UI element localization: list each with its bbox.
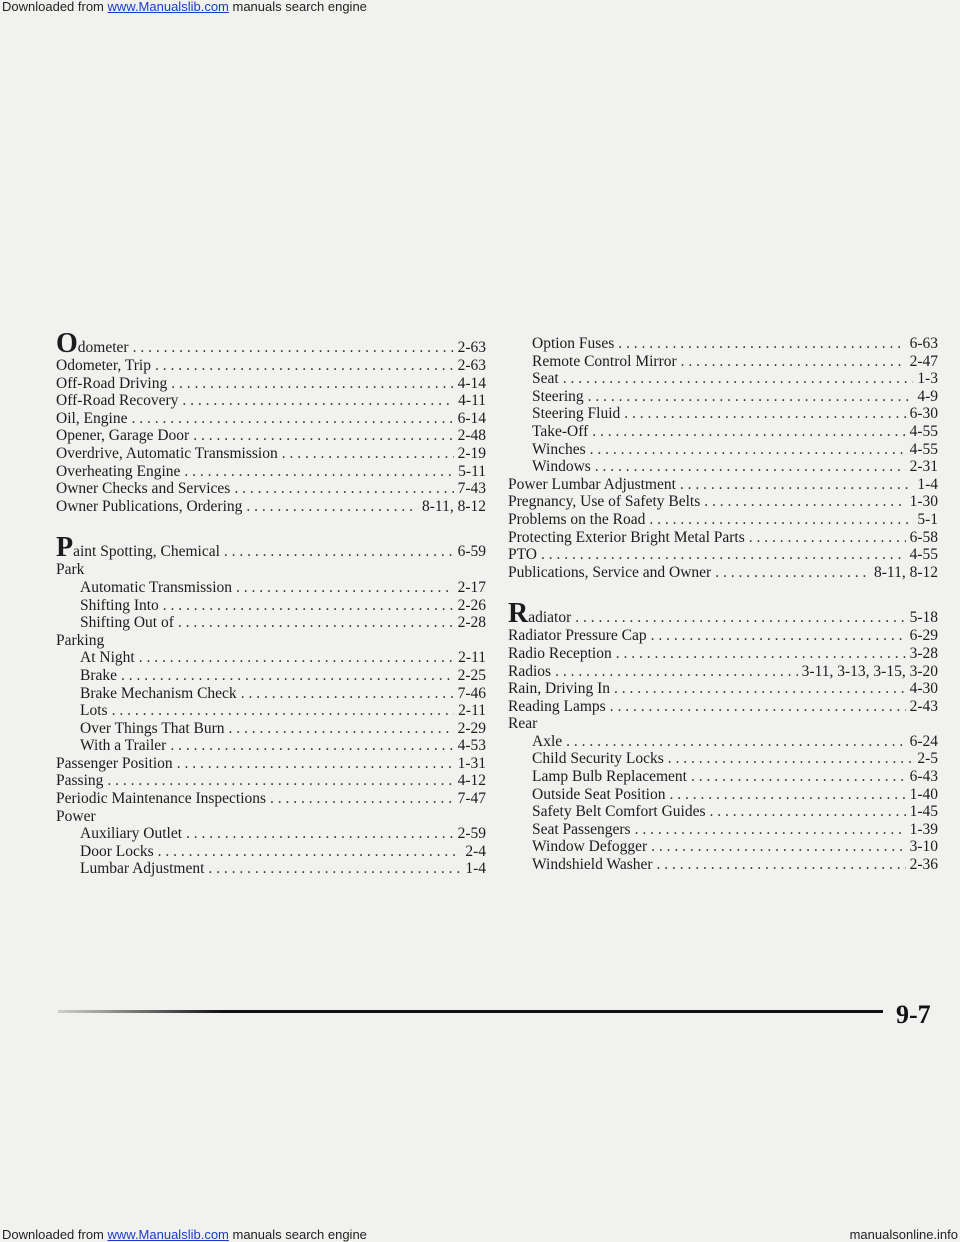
index-page-ref: 6-58: [909, 528, 938, 546]
index-entry-label: Odometer, Trip: [56, 357, 151, 374]
index-entry-label: Oil, Engine: [56, 409, 128, 427]
manualslib-footer-link[interactable]: www.Manualslib.com: [107, 1227, 229, 1242]
p-mid-entries: [56, 755, 486, 808]
index-entry-label: Opener, Garage Door: [56, 427, 190, 445]
index-entry-label: Lumbar Adjustment: [80, 860, 205, 878]
index-entry-label: Passing: [56, 772, 104, 790]
index-page-ref: 2-17: [457, 578, 486, 596]
download-footer: [0, 1228, 960, 1242]
index-entry-label: Problems on the Road: [508, 510, 646, 528]
index-page-ref: 7-46: [457, 684, 486, 702]
index-entry: [508, 733, 938, 751]
index-page-ref: 8-11, 8-12: [874, 563, 938, 581]
manualsonline-watermark: manualsonline.info: [849, 1227, 958, 1242]
index-page-ref: 4-55: [909, 546, 938, 564]
index-page-ref: 2-63: [457, 339, 486, 356]
section-letter-p: P: [56, 532, 74, 564]
index-entry-label: Shifting Into: [80, 596, 159, 614]
index-page-ref: 1-30: [909, 493, 938, 511]
index-entry-label: Periodic Maintenance Inspections: [56, 790, 267, 808]
index-page-ref: 4-53: [457, 737, 486, 755]
index-entry-label: Off-Road Recovery: [56, 392, 179, 410]
index-entry: [508, 388, 938, 406]
index-page-ref: 1-45: [909, 803, 938, 821]
index-left-column: [56, 328, 486, 878]
index-entry-label: Owner Publications, Ordering: [56, 497, 243, 515]
index-page-ref: 1-4: [917, 475, 938, 493]
index-entry-label: Safety Belt Comfort Guides: [532, 803, 706, 821]
index-page-ref: 3-10: [909, 838, 938, 856]
index-page-ref: 2-48: [457, 427, 486, 445]
index-entry-label: Lots: [80, 702, 108, 720]
header-prefix: Downloaded from: [2, 0, 108, 14]
index-page-ref: 6-63: [909, 335, 938, 352]
index-page-ref: 2-11: [458, 649, 486, 667]
parking-entries: [56, 649, 486, 755]
index-entry: [508, 698, 938, 716]
index-page-ref: 3-28: [909, 644, 938, 662]
index-entry-label: Rain, Driving In: [508, 680, 611, 698]
index-entry-paint-spotting: Paint Spotting, Chemical . . . 6-59: [56, 539, 486, 561]
index-page-ref: 5-11: [458, 462, 486, 480]
index-entry-label: Overheating Engine: [56, 462, 181, 480]
index-entry: [56, 755, 486, 773]
index-entry-label: Passenger Position: [56, 754, 173, 772]
index-entry: [508, 370, 938, 388]
index-entry-odometer: Odometer . . . 2-63: [56, 335, 486, 357]
page-number: 9-7: [896, 1000, 931, 1029]
index-entry: [508, 786, 938, 804]
index-entry-label: Lamp Bulb Replacement: [532, 768, 687, 786]
index-page-ref: 1-3: [917, 370, 938, 388]
index-entry: [508, 458, 938, 476]
index-entry-label: Windows: [532, 458, 591, 476]
index-entry-label: Axle: [532, 732, 563, 750]
index-entry-label: Take-Off: [532, 422, 589, 440]
index-entry-label: Radio Reception: [508, 644, 612, 662]
index-page-ref: 2-26: [457, 596, 486, 614]
index-entry: [508, 405, 938, 423]
index-right-column: [508, 335, 938, 874]
section-letter-o: O: [56, 328, 78, 359]
index-page-ref: 2-19: [457, 444, 486, 462]
index-page-ref: 2-28: [457, 614, 486, 632]
index-entry: [56, 667, 486, 685]
index-page-ref: 2-25: [457, 666, 486, 684]
index-entry-label: Pregnancy, Use of Safety Belts: [508, 493, 701, 511]
index-entry: [508, 423, 938, 441]
index-entry-label: Auxiliary Outlet: [80, 825, 183, 843]
index-page-ref: 6-30: [909, 405, 938, 423]
index-entry-label: Option Fuses: [532, 335, 615, 352]
index-page-ref: 4-9: [917, 387, 938, 405]
index-entry: [56, 597, 486, 615]
index-entry: [508, 335, 938, 353]
index-page-ref: 2-31: [909, 458, 938, 476]
index-entry: [56, 702, 486, 720]
index-entry: [508, 546, 938, 564]
index-page-ref: 4-12: [457, 772, 486, 790]
index-page-ref: 2-43: [909, 697, 938, 715]
index-page-ref: 2-47: [909, 352, 938, 370]
index-entry-label: Overdrive, Automatic Transmission: [56, 444, 278, 462]
index-entry-label: Off-Road Driving: [56, 374, 168, 392]
index-entry: [56, 614, 486, 632]
index-page-ref: 6-59: [457, 543, 486, 561]
index-page-ref: 2-5: [917, 750, 938, 768]
index-entry-label: Brake: [80, 666, 118, 684]
index-entry: [508, 564, 938, 582]
index-page-ref: 2-59: [457, 825, 486, 843]
index-page-ref: 1-39: [909, 820, 938, 838]
park-entries: [56, 579, 486, 632]
index-entry: [56, 772, 486, 790]
index-entry-label: Brake Mechanism Check: [80, 684, 237, 702]
index-page-ref: 2-36: [909, 856, 938, 874]
power-entries: [56, 825, 486, 878]
index-entry-label: Radios: [508, 662, 552, 680]
index-entry-label: Windshield Washer: [532, 856, 653, 874]
index-page-ref: 2-4: [465, 842, 486, 860]
index-entry: [508, 441, 938, 459]
index-entry-label: At Night: [80, 649, 135, 667]
o-section-entries: [56, 357, 486, 515]
index-entry-label: Winches: [532, 440, 586, 458]
index-entry: [508, 493, 938, 511]
index-page-ref: 7-43: [457, 480, 486, 498]
index-page-ref: 5-1: [917, 510, 938, 528]
index-entry: [508, 856, 938, 874]
index-page-ref: 2-63: [457, 357, 486, 374]
index-entry-label: Over Things That Burn: [80, 719, 225, 737]
index-entry-radiator: Radiator . . . 5-18: [508, 605, 938, 627]
index-entry: [56, 463, 486, 481]
index-entry-label: Door Locks: [80, 842, 154, 860]
r-section-entries: [508, 627, 938, 715]
index-entry: [508, 768, 938, 786]
index-entry: [56, 843, 486, 861]
manualslib-link[interactable]: www.Manualslib.com: [107, 0, 229, 14]
index-entry-label: Automatic Transmission: [80, 578, 233, 596]
index-page-ref: 2-11: [458, 702, 486, 720]
index-heading-park: Park: [56, 561, 85, 579]
footer-prefix: Downloaded from: [2, 1227, 108, 1242]
index-page-ref: 4-55: [909, 440, 938, 458]
index-entry-label: Window Defogger: [532, 838, 648, 856]
index-entry: [508, 750, 938, 768]
index-page-ref: 2-29: [457, 719, 486, 737]
index-page-ref: 7-47: [457, 790, 486, 808]
index-entry: [508, 663, 938, 681]
index-entry: [56, 737, 486, 755]
index-entry: [508, 821, 938, 839]
index-entry: [508, 803, 938, 821]
power-sub-entries: [508, 335, 938, 476]
index-entry: [56, 375, 486, 393]
index-entry-label: Publications, Service and Owner: [508, 563, 712, 581]
rear-entries: [508, 733, 938, 874]
index-entry: [56, 427, 486, 445]
index-entry-label: Child Security Locks: [532, 750, 664, 768]
index-page-ref: 1-31: [457, 754, 486, 772]
index-entry: [56, 579, 486, 597]
index-entry-label: Seat Passengers: [532, 820, 631, 838]
index-entry-label: Seat: [532, 370, 559, 388]
index-entry: [56, 825, 486, 843]
index-entry: [508, 680, 938, 698]
index-entry: [508, 511, 938, 529]
footer-rule: [58, 1010, 883, 1013]
index-page-ref: 3-11, 3-13, 3-15, 3-20: [801, 662, 938, 680]
index-entry: [508, 645, 938, 663]
index-entry-label: Outside Seat Position: [532, 785, 666, 803]
index-page-ref: 6-43: [909, 768, 938, 786]
index-entry: [56, 392, 486, 410]
index-entry: [508, 353, 938, 371]
index-page-ref: 5-18: [909, 609, 938, 627]
index-page-ref: 1-4: [465, 860, 486, 878]
index-entry: [56, 357, 486, 375]
index-page-ref: 6-14: [457, 409, 486, 427]
index-entry: [56, 649, 486, 667]
index-entry-label: Power Lumbar Adjustment: [508, 475, 676, 493]
index-entry: [508, 838, 938, 856]
index-entry-label: With a Trailer: [80, 737, 167, 755]
index-entry: [56, 445, 486, 463]
index-page-ref: 4-30: [909, 680, 938, 698]
index-entry: [56, 498, 486, 516]
p-more-entries: [508, 476, 938, 582]
index-entry-label: Steering Fluid: [532, 405, 621, 423]
index-entry-label: PTO: [508, 546, 538, 564]
index-entry-label: Radiator Pressure Cap: [508, 627, 647, 645]
index-entry: [56, 480, 486, 498]
index-page-ref: 6-24: [909, 732, 938, 750]
index-entry: [508, 627, 938, 645]
index-page-ref: 1-40: [909, 785, 938, 803]
index-heading-parking: Parking: [56, 631, 105, 649]
index-entry-label: Protecting Exterior Bright Metal Parts: [508, 528, 745, 546]
index-entry: [508, 529, 938, 547]
index-page-ref: 6-29: [909, 627, 938, 645]
index-heading-power: Power: [56, 807, 96, 825]
footer-suffix: manuals search engine: [228, 1227, 367, 1242]
index-entry: [56, 410, 486, 428]
index-entry: [56, 860, 486, 878]
header-suffix: manuals search engine: [228, 0, 367, 14]
index-page-ref: 8-11, 8-12: [422, 497, 486, 515]
index-entry-label: Shifting Out of: [80, 614, 174, 632]
index-page-ref: 4-14: [457, 374, 486, 392]
index-entry-label: Remote Control Mirror: [532, 352, 677, 370]
index-page-ref: 4-55: [909, 422, 938, 440]
index-page-ref: 4-11: [458, 392, 486, 410]
index-entry: [56, 685, 486, 703]
section-letter-r: R: [508, 598, 529, 630]
index-entry-label: Reading Lamps: [508, 697, 606, 715]
index-entry-label: Steering: [532, 387, 584, 405]
index-entry: [508, 476, 938, 494]
download-header: [0, 0, 960, 16]
index-heading-rear: Rear: [508, 715, 538, 733]
index-entry: [56, 720, 486, 738]
index-entry: [56, 790, 486, 808]
index-entry-label: Owner Checks and Services: [56, 480, 231, 498]
